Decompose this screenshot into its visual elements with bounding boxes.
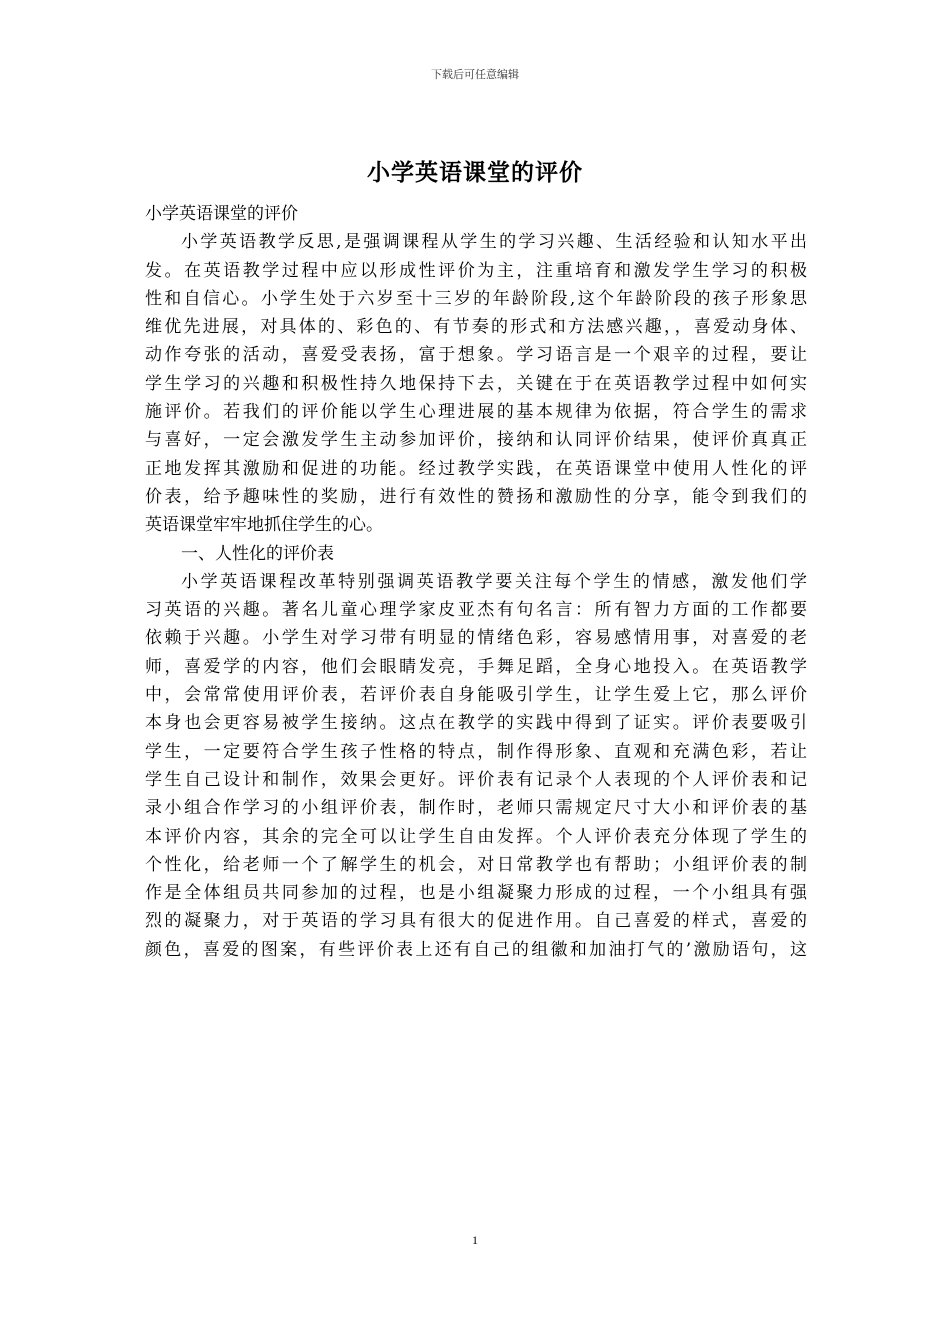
text-line: 作是全体组员共同参加的过程，也是小组凝聚力形成的过程，一个小组具有强 bbox=[145, 883, 807, 904]
text-line: 维优先进展，对具体的、彩色的、有节奏的形式和方法感兴趣，，喜爱动身体、 bbox=[145, 317, 807, 338]
text-line: 本评价内容，其余的完全可以让学生自由发挥。个人评价表充分体现了学生的 bbox=[145, 826, 807, 847]
text-line: 中，会常常使用评价表，若评价表自身能吸引学生，让学生爱上它，那么评价 bbox=[145, 685, 807, 706]
text-line: 师，喜爱学的内容，他们会眼睛发亮，手舞足蹈，全身心地投入。在英语教学 bbox=[145, 656, 807, 677]
text-line: 录小组合作学习的小组评价表，制作时，老师只需规定尺寸大小和评价表的基 bbox=[145, 798, 807, 819]
text-line: 小学英语教学反思,是强调课程从学生的学习兴趣、生活经验和认知水平出 bbox=[181, 232, 807, 253]
text-line: 学生，一定要符合学生孩子性格的特点，制作得形象、直观和充满色彩，若让 bbox=[145, 741, 807, 762]
text-line: 性和自信心。小学生处于六岁至十三岁的年龄阶段,这个年龄阶段的孩子形象思 bbox=[145, 288, 807, 309]
text-line: 施评价。若我们的评价能以学生心理进展的基本规律为依据，符合学生的需求 bbox=[145, 402, 807, 423]
text-line: 小学英语课堂的评价 bbox=[145, 204, 298, 224]
text-line: 烈的凝聚力，对于英语的学习具有很大的促进作用。自己喜爱的样式，喜爱的 bbox=[145, 911, 807, 932]
text-line: 学生学习的兴趣和积极性持久地保持下去，关键在于在英语教学过程中如何实 bbox=[145, 373, 807, 394]
text-line: 英语课堂牢牢地抓住学生的心。 bbox=[145, 515, 383, 536]
text-line: 颜色，喜爱的图案，有些评价表上还有自己的组徽和加油打气的’激励语句，这 bbox=[145, 939, 807, 960]
text-line: 依赖于兴趣。小学生对学习带有明显的情绪色彩，容易感情用事，对喜爱的老 bbox=[145, 628, 807, 649]
text-line: 个性化，给老师一个了解学生的机会，对日常教学也有帮助；小组评价表的制 bbox=[145, 854, 807, 875]
text-line: 与喜好，一定会激发学生主动参加评价，接纳和认同评价结果，使评价真真正 bbox=[145, 430, 807, 451]
text-line: 一、人性化的评价表 bbox=[181, 543, 334, 564]
page-header: 下载后可任意编辑 bbox=[431, 68, 519, 81]
text-line: 本身也会更容易被学生接纳。这点在教学的实践中得到了证实。评价表要吸引 bbox=[145, 713, 807, 734]
text-line: 习英语的兴趣。著名儿童心理学家皮亚杰有句名言：所有智力方面的工作都要 bbox=[145, 600, 807, 621]
text-line: 发。在英语教学过程中应以形成性评价为主，注重培育和激发学生学习的积极 bbox=[145, 260, 807, 281]
document-title: 小学英语课堂的评价 bbox=[367, 160, 583, 186]
text-line: 动作夸张的活动，喜爱受表扬，富于想象。学习语言是一个艰辛的过程，要让 bbox=[145, 345, 807, 366]
text-line: 小学英语课程改革特别强调英语教学要关注每个学生的情感，激发他们学 bbox=[181, 571, 807, 592]
document-body bbox=[145, 200, 807, 964]
page-number: 1 bbox=[472, 1233, 478, 1247]
text-line: 正地发挥其激励和促进的功能。经过教学实践，在英语课堂中使用人性化的评 bbox=[145, 458, 807, 479]
text-line: 价表，给予趣味性的奖励，进行有效性的赞扬和激励性的分享，能令到我们的 bbox=[145, 486, 807, 507]
text-line: 学生自己设计和制作，效果会更好。评价表有记录个人表现的个人评价表和记 bbox=[145, 769, 807, 790]
